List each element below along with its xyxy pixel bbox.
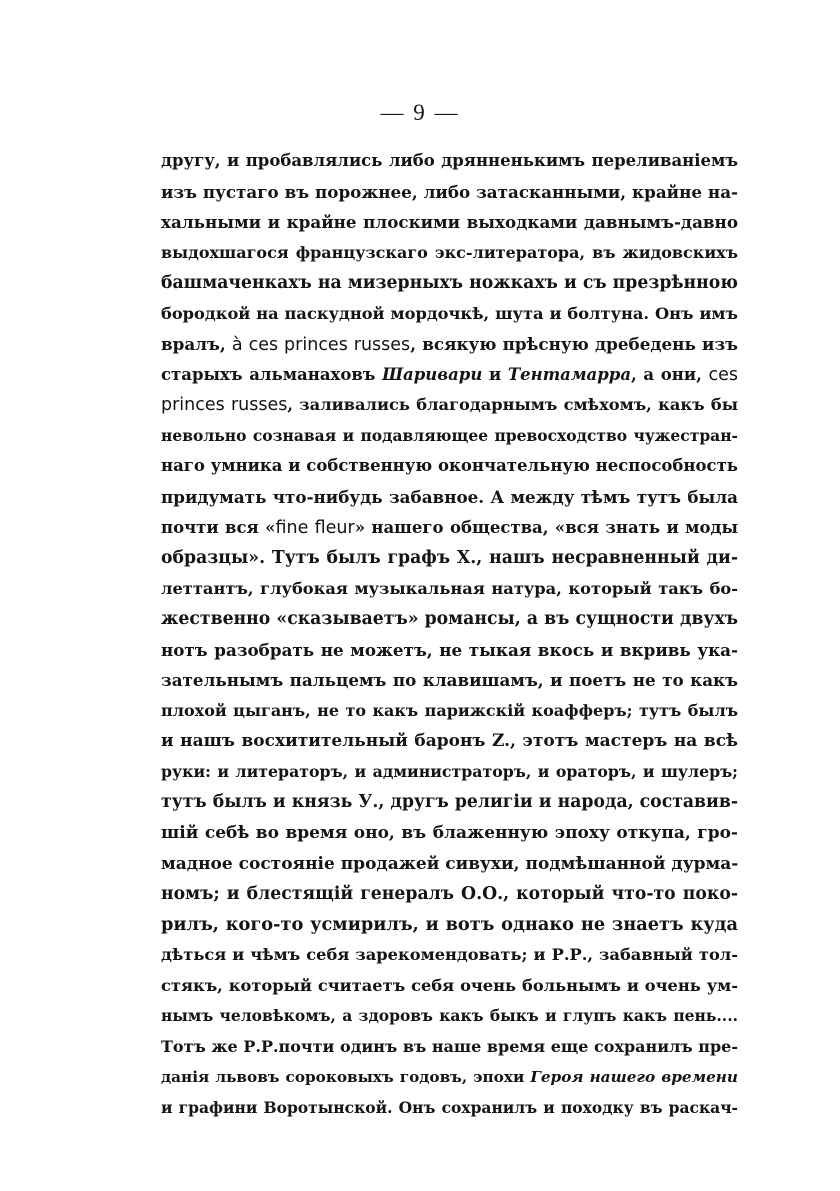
text-segment: шій себѣ во время оно, въ блаженную эпоху откупа, гро- bbox=[161, 823, 738, 844]
text-line bbox=[161, 421, 738, 452]
text-segment: зательнымъ пальцемъ по клавишамъ, и поетъ не то какъ bbox=[161, 670, 738, 691]
latin-text: fine fleur bbox=[275, 517, 355, 538]
text-segment: нотъ разобрать не можетъ, не тыкая вкось и вкривь ука- bbox=[161, 639, 738, 660]
text-line bbox=[161, 543, 738, 574]
italic-text: Шаривари bbox=[382, 364, 483, 384]
latin-text: ces bbox=[708, 364, 738, 385]
text-segment: данія львовъ сороковыхъ годовъ, эпохи bbox=[161, 1068, 531, 1087]
text-segment: нымъ человѣкомъ, а здоровъ какъ быкъ и глупъ какъ пень.... bbox=[161, 1006, 738, 1026]
text-line bbox=[161, 329, 738, 360]
text-line bbox=[161, 1001, 738, 1032]
text-segment: номъ; и блестящій генералъ О.О., который что-то поко- bbox=[161, 884, 738, 905]
latin-text: princes russes bbox=[161, 395, 288, 416]
text-segment: жественно «сказываетъ» романсы, а въ сущности двухъ bbox=[161, 609, 738, 630]
text-line bbox=[161, 1032, 738, 1063]
text-segment: почти вся « bbox=[161, 517, 276, 537]
text-segment: и графини Воротынской. Онъ сохранилъ и походку въ раскач- bbox=[161, 1097, 738, 1117]
text-line bbox=[161, 757, 738, 788]
text-line bbox=[161, 818, 738, 849]
text-segment: и bbox=[482, 364, 508, 384]
text-line bbox=[161, 787, 738, 818]
text-segment: хальными и крайне плоскими выходками давнымъ-давно bbox=[161, 212, 738, 233]
text-segment: плохой цыганъ, не то какъ парижскій коафферъ; тутъ былъ bbox=[161, 700, 738, 720]
text-line bbox=[161, 574, 738, 605]
text-line bbox=[161, 940, 738, 971]
text-line bbox=[161, 1093, 738, 1124]
text-line bbox=[161, 146, 738, 177]
text-line bbox=[161, 513, 738, 544]
text-line bbox=[161, 696, 738, 727]
text-segment: , а они, bbox=[631, 364, 709, 384]
italic-text: Героя нашего времени bbox=[530, 1068, 738, 1087]
text-line bbox=[161, 451, 738, 482]
body-text bbox=[161, 146, 738, 1124]
text-line bbox=[161, 910, 738, 941]
text-segment: дѣться и чѣмъ себя зарекомендовать; и Р.Р., забавный тол- bbox=[161, 945, 738, 965]
page-number: — 9 — bbox=[380, 100, 460, 125]
text-line bbox=[161, 299, 738, 330]
text-line bbox=[161, 665, 738, 696]
text-segment: бородкой на паскудной мордочкѣ, шута и болтуна. Онъ имъ bbox=[161, 303, 738, 323]
text-line bbox=[161, 879, 738, 910]
text-segment: придумать что-нибудь забавное. А между тѣмъ тутъ была bbox=[161, 487, 738, 508]
text-line bbox=[161, 238, 738, 269]
latin-text: à ces princes russes bbox=[231, 335, 411, 356]
text-segment: наго умника и собственную окончательную неспособность bbox=[161, 456, 738, 476]
text-segment: леттантъ, глубокая музыкальная натура, который такъ бо- bbox=[161, 578, 738, 598]
text-line bbox=[161, 268, 738, 299]
text-line bbox=[161, 482, 738, 513]
text-segment: другу, и пробавлялись либо дрянненькимъ переливаніемъ bbox=[161, 151, 738, 170]
text-segment: рилъ, кого-то усмирилъ, и вотъ однако не знаетъ куда bbox=[161, 913, 738, 935]
text-segment: изъ пустаго въ порожнее, либо затасканными, крайне на- bbox=[161, 181, 738, 202]
text-segment: , всякую прѣсную дребедень изъ bbox=[410, 334, 738, 355]
text-segment: тутъ былъ и князь У., другъ религіи и народа, составив- bbox=[161, 792, 738, 813]
text-segment: мадное состояніе продажей сивухи, подмѣшанной дурма- bbox=[161, 853, 738, 874]
text-segment: стякъ, который считаетъ себя очень больнымъ и очень ум- bbox=[161, 975, 738, 995]
text-segment: , заливались благодарнымъ смѣхомъ, какъ бы bbox=[287, 395, 738, 415]
text-line bbox=[161, 849, 738, 880]
text-segment: башмаченкахъ на мизерныхъ ножкахъ и съ презрѣнною bbox=[161, 273, 738, 294]
text-line bbox=[161, 207, 738, 238]
text-segment: и нашъ восхитительный баронъ Z., этотъ мастеръ на всѣ bbox=[161, 731, 738, 752]
text-line bbox=[161, 726, 738, 757]
text-segment: » нашего общества, «вся знать и моды bbox=[354, 517, 738, 537]
text-line bbox=[161, 177, 738, 208]
text-line bbox=[161, 390, 738, 421]
text-line bbox=[161, 360, 738, 391]
text-line bbox=[161, 604, 738, 635]
text-segment: старыхъ альманаховъ bbox=[161, 364, 383, 384]
text-segment: вралъ, bbox=[161, 334, 232, 355]
italic-text: Тентамарра bbox=[507, 364, 632, 384]
text-line bbox=[161, 635, 738, 666]
text-segment: руки: и литераторъ, и администраторъ, и ораторъ, и шулеръ; bbox=[161, 761, 738, 781]
text-segment: Тотъ же Р.Р.почти одинъ въ наше время еще сохранилъ пре- bbox=[161, 1036, 738, 1056]
text-line bbox=[161, 1062, 738, 1093]
text-segment: образцы». Тутъ былъ графъ X., нашъ несравненный ди- bbox=[161, 548, 738, 569]
text-segment: невольно сознавая и подавляющее превосходство чужестран- bbox=[161, 425, 738, 445]
text-segment: выдохшагося французскаго экс-литератора, въ жидовскихъ bbox=[161, 242, 738, 262]
text-line bbox=[161, 971, 738, 1002]
